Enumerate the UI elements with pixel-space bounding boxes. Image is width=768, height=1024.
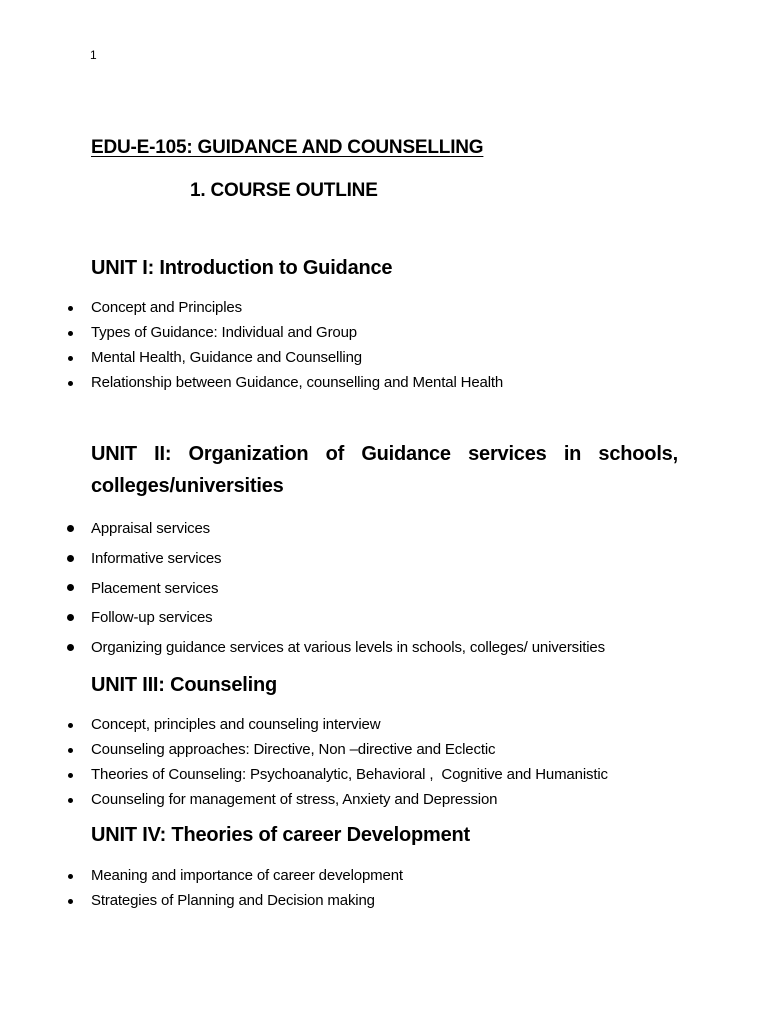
bullet-icon: [67, 614, 74, 621]
bullet-icon: [67, 644, 74, 651]
list-item: Organizing guidance services at various levels in schools, colleges/ universities: [0, 633, 605, 663]
list-item: Placement services: [0, 574, 605, 604]
page-number: 1: [90, 48, 97, 62]
list-item: Strategies of Planning and Decision making: [0, 888, 403, 913]
document-subtitle: 1. COURSE OUTLINE: [190, 180, 378, 201]
document-title: EDU-E-105: GUIDANCE AND COUNSELLING: [91, 137, 484, 158]
list-item: Concept, principles and counseling interview: [0, 712, 608, 737]
list-item: Appraisal services: [0, 514, 605, 544]
bullet-icon: [68, 381, 73, 386]
unit-2-heading-line2: colleges/universities: [91, 475, 284, 497]
list-item: Follow-up services: [0, 603, 605, 633]
bullet-icon: [67, 584, 74, 591]
list-item: Counseling for management of stress, Anxiety and Depression: [0, 787, 608, 812]
bullet-icon: [68, 899, 73, 904]
bullet-icon: [68, 331, 73, 336]
unit-2-list: [0, 514, 605, 663]
list-item: Theories of Counseling: Psychoanalytic, Behavioral , Cognitive and Humanistic: [0, 762, 608, 787]
bullet-icon: [67, 525, 74, 532]
list-item: Relationship between Guidance, counselling and Mental Health: [0, 370, 503, 395]
bullet-icon: [67, 555, 74, 562]
unit-3-heading: UNIT III: Counseling: [91, 674, 277, 696]
list-item: Informative services: [0, 544, 605, 574]
list-item: Mental Health, Guidance and Counselling: [0, 345, 503, 370]
unit-4-list: [0, 863, 403, 913]
unit-3-list: [0, 712, 608, 812]
unit-2-heading-line1: UNIT II: Organization of Guidance services in schools,: [91, 443, 678, 465]
unit-1-list: [0, 295, 503, 395]
bullet-icon: [68, 773, 73, 778]
list-item: Meaning and importance of career development: [0, 863, 403, 888]
bullet-icon: [68, 356, 73, 361]
unit-4-heading: UNIT IV: Theories of career Development: [91, 824, 470, 846]
list-item: Counseling approaches: Directive, Non –directive and Eclectic: [0, 737, 608, 762]
bullet-icon: [68, 306, 73, 311]
bullet-icon: [68, 723, 73, 728]
list-item: Concept and Principles: [0, 295, 503, 320]
unit-2-heading: [91, 438, 678, 502]
list-item: Types of Guidance: Individual and Group: [0, 320, 503, 345]
unit-1-heading: UNIT I: Introduction to Guidance: [91, 257, 393, 279]
bullet-icon: [68, 748, 73, 753]
bullet-icon: [68, 798, 73, 803]
bullet-icon: [68, 874, 73, 879]
